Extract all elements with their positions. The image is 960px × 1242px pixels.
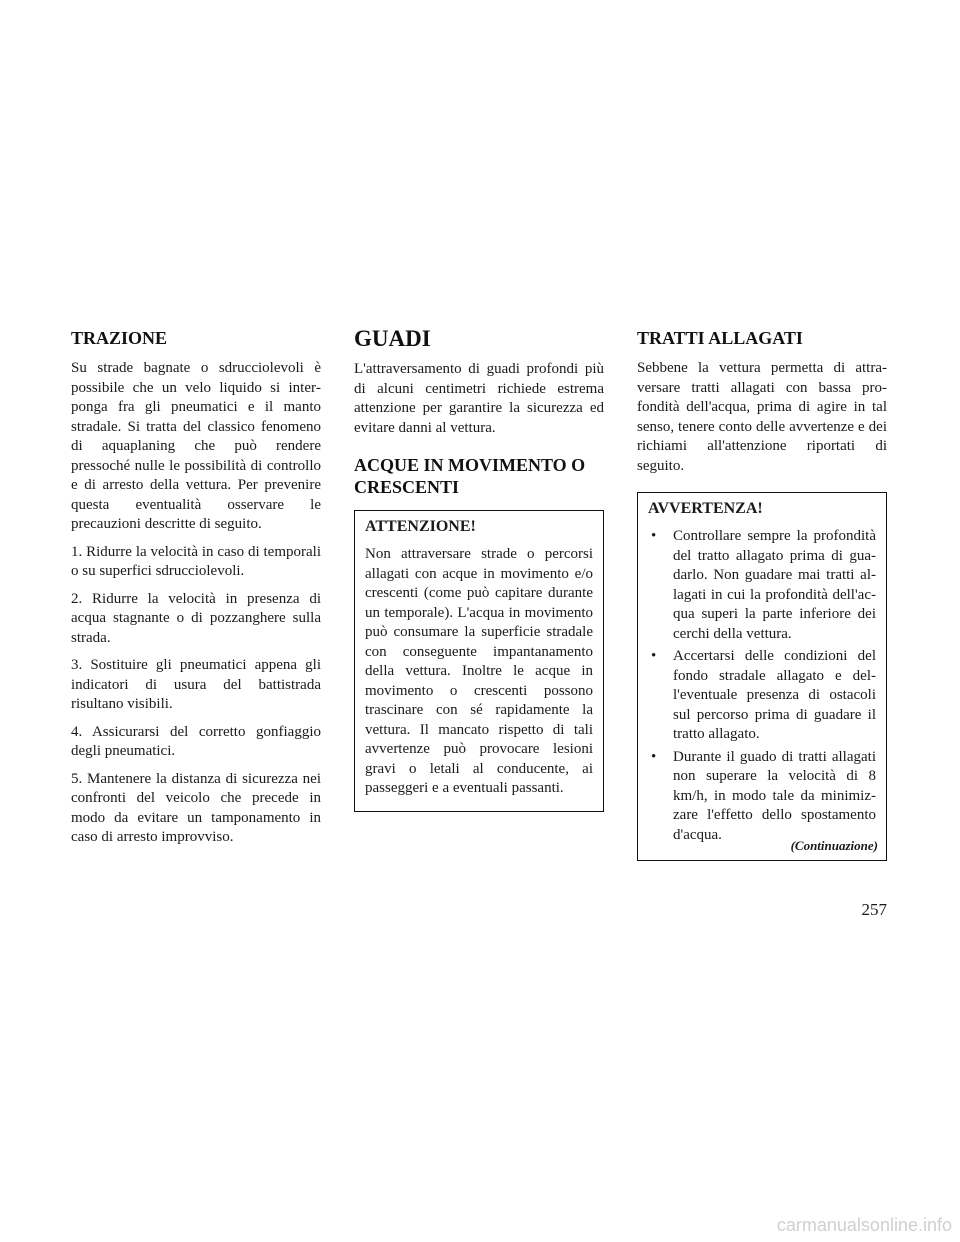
attenzione-text: Non attraversare strade o percorsi allagati con acque in movimento e/o crescenti (come può capitare durante un temporale). L'acqua in movimento può consumare la superficie stradale con conseguente impantanamento della vettura. Inoltre le acque in movimento o crescenti possono trascinare con sé rapidamente la vettura. Il mancato rispetto di tali avvertenze può provocare lesioni gravi o letali al conducente, ai passeggeri e a eventuali passanti.	[365, 546, 593, 796]
column-trazione	[71, 318, 321, 856]
avvertenza-title: AVVERTENZA!	[648, 500, 763, 517]
trazione-item-3: 3. Sostituire gli pneumatici appena gli indicatori di usura del battistrada risultano visibili.	[71, 657, 321, 712]
bullet-icon: •	[651, 528, 657, 544]
trazione-intro: Su strade bagnate o sdrucciolevoli è possibile che un velo liquido si interponga fra gli pneumatici e il manto stradale. Si tratta del classico fenomeno di aquaplaning che può rendere pressoché nulle le possibilità di controllo e di arresto della vettura. Per prevenire questa eventualità osservare le precauzioni descritte di seguito.	[71, 360, 321, 532]
tratti-intro: Sebbene la vettura permetta di attraversare tratti allagati con bassa profondità dell'acqua, prima di agire in tal senso, tenere conto delle avvertenze e dei richiami all'attenzione riportati di seguito.	[637, 360, 887, 474]
guadi-intro: L'attraversamento di guadi profondi più di alcuni centimetri richiede estrema attenzione per garantire la sicurezza ed evitare danni al vettura.	[354, 361, 604, 436]
list-item	[648, 748, 876, 846]
list-item-text: Controllare sempre la profondità del tratto allagato prima di guadarlo. Non guadare mai tratti allagati in cui la profondità dell'acqua superi la parte inferiore dei cerchi della vettura.	[673, 528, 876, 642]
heading-guadi: GUADI	[354, 326, 431, 351]
list-item	[648, 647, 876, 745]
avvertenza-list	[648, 527, 876, 845]
heading-tratti-allagati: TRATTI ALLAGATI	[637, 328, 803, 348]
avvertenza-box	[637, 492, 887, 861]
trazione-item-1: 1. Ridurre la velocità in caso di temporali o su superfici sdrucciolevoli.	[71, 543, 321, 579]
bullet-icon: •	[651, 648, 657, 664]
list-item	[648, 527, 876, 644]
attenzione-title: ATTENZIONE!	[365, 518, 476, 535]
page-number: 257	[861, 900, 887, 919]
attenzione-box	[354, 510, 604, 812]
heading-trazione: TRAZIONE	[71, 328, 168, 348]
trazione-item-2: 2. Ridurre la velocità in presenza di acqua stagnante o di pozzanghere sulla strada.	[71, 590, 321, 646]
trazione-item-4: 4. Assicurarsi del corretto gonfiaggio degli pneumatici.	[71, 723, 321, 759]
list-item-text: Accertarsi delle condizioni del fondo stradale allagato e dell'eventuale presenza di ostacoli sul percorso prima di guadare il tratto allagato.	[673, 648, 876, 742]
bullet-icon: •	[651, 748, 657, 765]
column-tratti-allagati	[637, 318, 887, 861]
continuation-note: (Continuazione)	[790, 838, 878, 853]
list-item-text: Durante il guado di tratti allagati non superare la velocità di 8 km/h, in modo tale da minimizzare l'effetto dello spostamento d'acqua.	[673, 748, 876, 843]
watermark: carmanualsonline.info	[776, 1215, 952, 1235]
subheading-acque: ACQUE IN MOVIMENTO O CRESCENTI	[354, 455, 586, 497]
column-guadi	[354, 318, 604, 812]
trazione-item-5: 5. Mantenere la distanza di sicurezza nei confronti del veicolo che precede in modo da evitare un tamponamento in caso di arresto improvviso.	[71, 770, 321, 845]
